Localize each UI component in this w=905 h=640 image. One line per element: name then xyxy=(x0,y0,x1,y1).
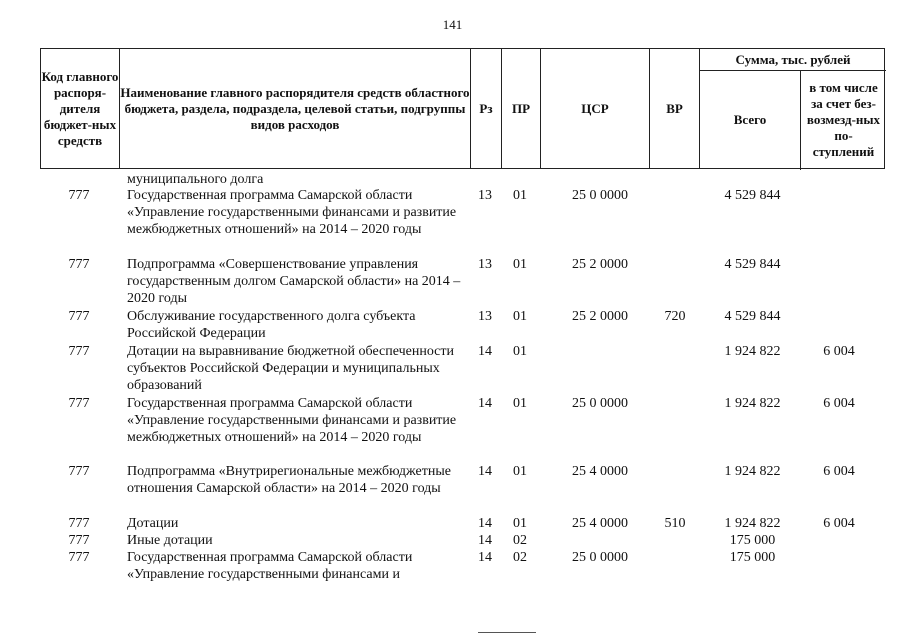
cell-code: 777 xyxy=(68,257,90,272)
cell-rz: 14 xyxy=(478,344,492,359)
cell-code: 777 xyxy=(68,533,90,548)
cell-rz: 14 xyxy=(478,550,492,565)
cell-code: 777 xyxy=(68,516,90,531)
cell-csr: 25 4 0000 xyxy=(572,516,628,531)
cell-csr: 25 2 0000 xyxy=(572,309,628,324)
cell-pr: 01 xyxy=(513,309,527,324)
cell-rz: 14 xyxy=(478,533,492,548)
table-header xyxy=(40,48,885,169)
cell-name: Дотации на выравнивание бюджетной обеспеченности субъектов Российской Федерации и муниципальных образований xyxy=(127,344,454,393)
cell-pr: 01 xyxy=(513,396,527,411)
cell-rz: 13 xyxy=(478,257,492,272)
cell-total: 4 529 844 xyxy=(724,309,781,324)
cell-rz: 14 xyxy=(478,516,492,531)
cell-code: 777 xyxy=(68,550,90,565)
cell-free: 6 004 xyxy=(823,516,855,531)
footer-divider xyxy=(478,632,536,633)
cell-total: 1 924 822 xyxy=(724,516,781,531)
cell-csr: 25 4 0000 xyxy=(572,464,628,479)
header-pr: ПР xyxy=(502,49,541,168)
cell-pr: 01 xyxy=(513,344,527,359)
cell-code: 777 xyxy=(68,396,90,411)
cell-total: 4 529 844 xyxy=(724,188,781,203)
cell-rz: 14 xyxy=(478,396,492,411)
cell-name: Дотации xyxy=(127,516,179,531)
cell-free: 6 004 xyxy=(823,396,855,411)
cell-total: 1 924 822 xyxy=(724,344,781,359)
cell-free: 6 004 xyxy=(823,464,855,479)
header-csr: ЦСР xyxy=(541,49,650,168)
header-total: Всего xyxy=(700,70,801,170)
cell-pr: 02 xyxy=(513,550,527,565)
cell-code: 777 xyxy=(68,344,90,359)
cell-name: Государственная программа Самарской области «Управление государственными финансами и развитие межбюджетных отношений» на 2014 – 2020 годы xyxy=(127,188,457,237)
cell-rz: 13 xyxy=(478,188,492,203)
header-name: Наименование главного распорядителя средств областного бюджета, раздела, подраздела, целевой статьи, подгруппы видов расходов xyxy=(120,49,471,168)
cell-total: 1 924 822 xyxy=(724,464,781,479)
cell-vr: 720 xyxy=(664,309,686,324)
cell-csr: 25 0 0000 xyxy=(572,550,628,565)
cell-name: Иные дотации xyxy=(127,533,213,548)
cell-name: Государственная программа Самарской области «Управление государственными финансами и развитие межбюджетных отношений» на 2014 – 2020 годы xyxy=(127,396,457,445)
cell-name: Подпрограмма «Внутрирегиональные межбюджетные отношения Самарской области» на 2014 – 2020 годы xyxy=(127,464,451,496)
cell-rz: 14 xyxy=(478,464,492,479)
header-rz: Рз xyxy=(471,49,502,168)
cell-pr: 01 xyxy=(513,188,527,203)
header-free: в том числе за счет без-возмезд-ных по-ступлений xyxy=(806,80,881,159)
page-number: 141 xyxy=(442,17,463,32)
header-code: Код главного распоря-дителя бюджет-ных средств xyxy=(41,49,120,168)
cell-code: 777 xyxy=(68,309,90,324)
cell-csr: 25 0 0000 xyxy=(572,396,628,411)
cell-name: Обслуживание государственного долга субъекта Российской Федерации xyxy=(127,309,416,341)
cell-code: 777 xyxy=(68,464,90,479)
cell-name: Подпрограмма «Совершенствование управления государственным долгом Самарской области» на 2014 – 2020 годы xyxy=(127,257,461,306)
cell-pr: 01 xyxy=(513,516,527,531)
cell-total: 4 529 844 xyxy=(724,257,781,272)
cell-code: 777 xyxy=(68,188,90,203)
cell-vr: 510 xyxy=(664,516,686,531)
cell-pr: 01 xyxy=(513,257,527,272)
cell-total: 1 924 822 xyxy=(724,396,781,411)
cell-csr: 25 2 0000 xyxy=(572,257,628,272)
cell-csr: 25 0 0000 xyxy=(572,188,628,203)
header-vr: ВР xyxy=(650,49,700,168)
cell-total: 175 000 xyxy=(729,550,776,565)
cell-free: 6 004 xyxy=(823,344,855,359)
cell-name: муниципального долга xyxy=(127,172,264,187)
cell-name: Государственная программа Самарской области «Управление государственными финансами и xyxy=(127,550,413,582)
cell-pr: 02 xyxy=(513,533,527,548)
cell-rz: 13 xyxy=(478,309,492,324)
header-sum-title: Сумма, тыс. рублей xyxy=(700,49,886,71)
cell-total: 175 000 xyxy=(729,533,776,548)
cell-pr: 01 xyxy=(513,464,527,479)
